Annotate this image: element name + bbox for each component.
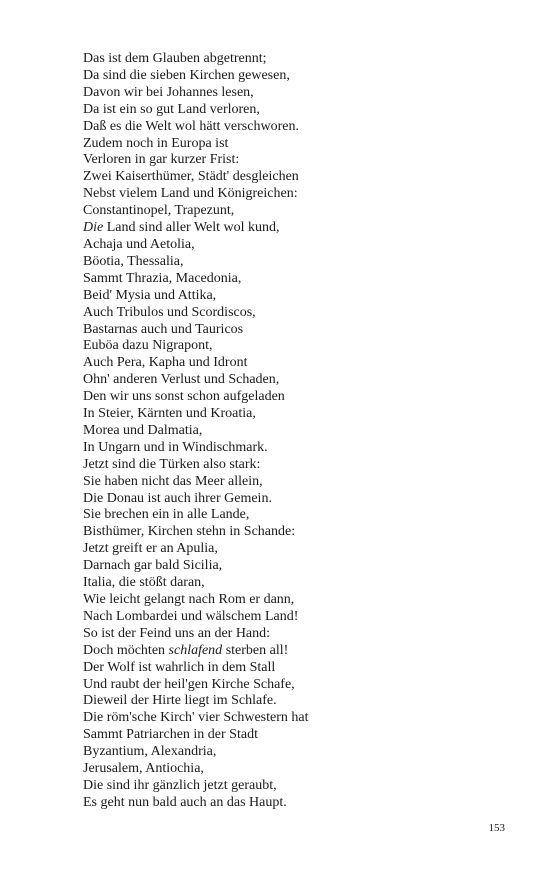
poem-line-segment: Daß es die Welt wol hätt verschworen. [83, 118, 299, 134]
poem-line-segment: Bastarnas auch und Tauricos [83, 321, 244, 337]
poem-line [83, 203, 308, 220]
poem-line-segment: Der Wolf ist wahrlich in dem Stall [83, 659, 276, 675]
poem-line-segment: Da ist ein so gut Land verloren, [83, 101, 260, 117]
poem-line [83, 491, 308, 508]
poem-line-italic-segment: schlafend [168, 642, 223, 658]
poem-line [83, 305, 308, 322]
poem-line-segment: Constantinopel, Trapezunt, [83, 203, 235, 219]
poem-line-segment: Die Donau ist auch ihrer Gemein. [83, 490, 272, 506]
poem-line [83, 406, 308, 423]
poem-line [83, 338, 308, 355]
poem-line [83, 626, 308, 643]
poem-line-segment: sterben all! [222, 642, 289, 658]
poem-line [83, 271, 308, 288]
poem-line [83, 761, 308, 778]
poem-line [83, 457, 308, 474]
poem-line [83, 558, 308, 575]
page-number: 153 [488, 822, 505, 834]
poem-line-segment: Davon wir bei Johannes lesen, [83, 84, 254, 100]
poem-line-segment: Euböa dazu Nigrapont, [83, 338, 213, 354]
poem-line-segment: Darnach gar bald Sicilia, [83, 558, 223, 574]
poem-line [83, 322, 308, 339]
poem-line-segment: Byzantium, Alexandria, [83, 744, 217, 760]
poem-line [83, 85, 308, 102]
poem-line-segment: Italia, die stößt daran, [83, 575, 205, 591]
poem-line-segment: Böotia, Thessalia, [83, 253, 184, 269]
poem-line [83, 186, 308, 203]
poem-line-segment: Das ist dem Glauben abgetrennt; [83, 51, 267, 66]
poem-line-italic-segment: Die [83, 220, 104, 236]
poem-line-segment: Doch möchten [83, 642, 169, 658]
poem-line-segment: Sammt Thrazia, Macedonia, [83, 270, 242, 286]
poem-line-segment: Die sind ihr gänzlich jetzt geraubt, [83, 777, 277, 793]
poem-line [83, 102, 308, 119]
poem-line [83, 744, 308, 761]
poem-line-segment: Und raubt der heil'gen Kirche Schafe, [83, 676, 295, 692]
poem-line [83, 389, 308, 406]
poem-line [83, 136, 308, 153]
poem-line-segment: Ohn' anderen Verlust und Schaden, [83, 372, 280, 388]
poem-line [83, 677, 308, 694]
poem-line-segment: Dieweil der Hirte liegt im Schlafe. [83, 693, 277, 709]
poem-line-segment: Wie leicht gelangt nach Rom er dann, [83, 592, 295, 607]
poem-line-segment: In Steier, Kärnten und Kroatia, [83, 406, 256, 422]
poem-line-segment: Morea und Dalmatia, [83, 422, 203, 438]
poem-line-segment: Auch Pera, Kapha und Idront [83, 355, 248, 371]
poem-line-segment: Den wir uns sonst schon aufgeladen [83, 389, 285, 405]
poem-line-segment: So ist der Feind uns an der Hand: [83, 625, 271, 641]
poem-line-segment: In Ungarn und in Windischmark. [83, 439, 268, 455]
poem-line [83, 609, 308, 626]
poem-line-segment: Auch Tribulos und Scordiscos, [83, 304, 256, 320]
poem-line [83, 660, 308, 677]
poem-line-segment: Sie haben nicht das Meer allein, [83, 473, 263, 489]
poem-line-segment: Jetzt sind die Türken also stark: [83, 456, 261, 472]
poem-line [83, 152, 308, 169]
poem-line-segment: Jetzt greift er an Apulia, [83, 541, 218, 557]
poem-line-segment: Nach Lombardei und wälschem Land! [83, 608, 299, 624]
poem-line [83, 693, 308, 710]
poem-line-segment: Beid' Mysia und Attika, [83, 287, 217, 303]
poem-line [83, 237, 308, 254]
poem-line-segment: Bisthümer, Kirchen stehn in Schande: [83, 524, 296, 540]
poem-line [83, 507, 308, 524]
poem-line-segment: Zudem noch in Europa ist [83, 135, 229, 151]
poem-line-segment: Da sind die sieben Kirchen gewesen, [83, 67, 290, 83]
poem-line-segment: Sammt Patriarchen in der Stadt [83, 727, 258, 743]
poem-line-segment: Zwei Kaiserthümer, Städt' desgleichen [83, 169, 299, 185]
poem-line [83, 372, 308, 389]
poem-line [83, 524, 308, 541]
poem-line [83, 727, 308, 744]
poem-line-segment: Verloren in gar kurzer Frist: [83, 152, 240, 168]
poem-line [83, 541, 308, 558]
poem-line [83, 119, 308, 136]
poem-line-segment: Achaja und Aetolia, [83, 236, 195, 252]
poem-line [83, 474, 308, 491]
poem-line [83, 288, 308, 305]
poem-line-segment: Sie brechen ein in alle Lande, [83, 507, 250, 523]
poem-line-segment: Nebst vielem Land und Königreichen: [83, 186, 298, 202]
poem-line-segment: Die röm'sche Kirch' vier Schwestern hat [83, 710, 309, 726]
poem-line [83, 440, 308, 457]
poem-text [83, 51, 308, 812]
poem-line [83, 592, 308, 609]
poem-line [83, 643, 308, 660]
poem-line-segment: Es geht nun bald auch an das Haupt. [83, 794, 287, 810]
poem-line [83, 355, 308, 372]
poem-line [83, 254, 308, 271]
poem-line [83, 51, 308, 68]
poem-line [83, 169, 308, 186]
poem-line [83, 778, 308, 795]
poem-line-segment: Jerusalem, Antiochia, [83, 761, 204, 777]
poem-line [83, 220, 308, 237]
poem-line [83, 795, 308, 812]
poem-line [83, 575, 308, 592]
poem-line [83, 710, 308, 727]
poem-line [83, 423, 308, 440]
poem-line [83, 68, 308, 85]
poem-line-segment: Land sind aller Welt wol kund, [103, 220, 280, 236]
